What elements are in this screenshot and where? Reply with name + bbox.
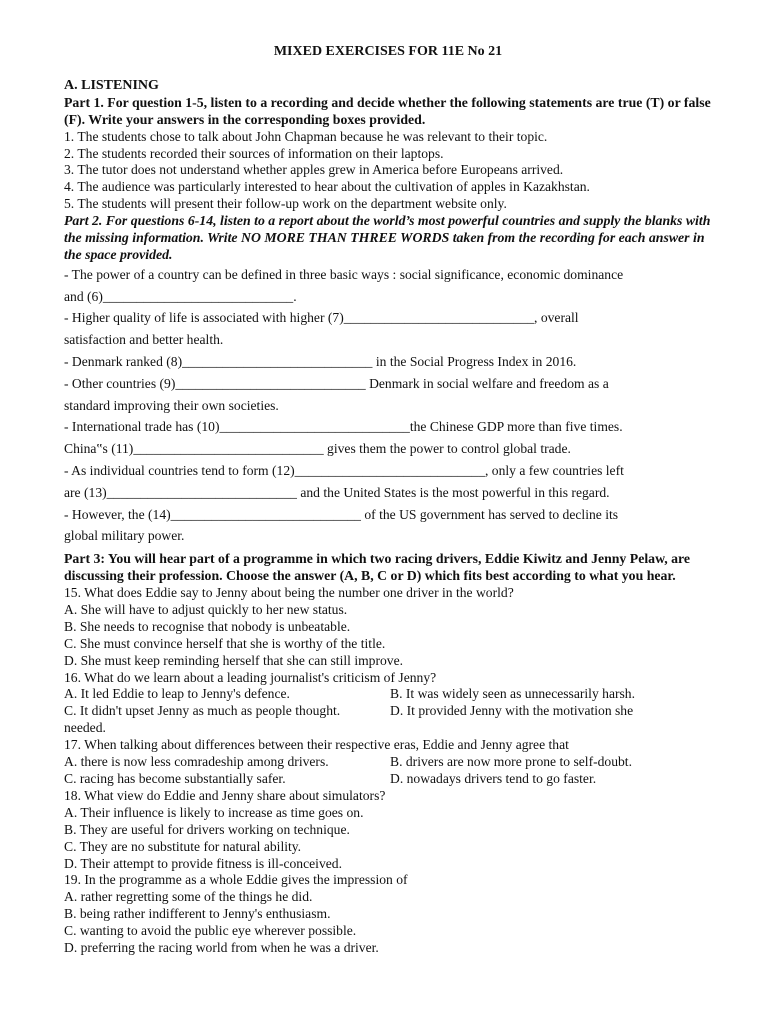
part2-line: satisfaction and better health. (64, 332, 224, 348)
part2-line: - Denmark ranked (8)____________________________ in the Social Progress Index in 2016. (64, 354, 577, 370)
q15-option-a: A. She will have to adjust quickly to her new status. (64, 601, 348, 617)
part2-line: standard improving their own societies. (64, 397, 279, 413)
part1-heading: Part 1. For question 1-5, listen to a recording and decide whether the following statements are true (T) or false (F). Write your answers in the corresponding boxes provided. (64, 94, 711, 127)
question-16: 16. What do we learn about a leading journalist's criticism of Jenny? (64, 669, 437, 685)
q19-option-c: C. wanting to avoid the public eye wherever possible. (64, 923, 357, 939)
part2-line: - However, the (14)____________________________ of the US government has served to decline its (64, 506, 619, 522)
q19-option-d: D. preferring the racing world from when he was a driver. (64, 940, 379, 956)
part1-item: 2. The students recorded their sources of information on their laptops. (64, 145, 444, 161)
part2-line: - Other countries (9)____________________________ Denmark in social welfare and freedom as a (64, 375, 609, 391)
q16-option-a: A. It led Eddie to leap to Jenny's defence. (64, 686, 290, 702)
part2-line: and (6)____________________________. (64, 288, 297, 304)
part2-line: are (13)____________________________ and the United States is the most powerful in this regard. (64, 484, 610, 500)
q18-option-c: C. They are no substitute for natural ability. (64, 838, 302, 854)
q15-option-c: C. She must convince herself that she is worthy of the title. (64, 635, 386, 651)
q18-option-d: D. Their attempt to provide fitness is ill-conceived. (64, 855, 342, 871)
part2-line: - The power of a country can be defined in three basic ways : social significance, economic dominance (64, 266, 624, 282)
q16-option-c: C. It didn't upset Jenny as much as people thought. (64, 703, 341, 719)
part2-line: - Higher quality of life is associated with higher (7)____________________________, overall (64, 310, 579, 326)
q17-option-d: D. nowadays drivers tend to go faster. (390, 771, 597, 787)
q15-option-b: B. She needs to recognise that nobody is unbeatable. (64, 618, 351, 634)
part1-item: 5. The students will present their follow-up work on the department website only. (64, 196, 507, 212)
part2-line: global military power. (64, 528, 185, 544)
q17-option-b: B. drivers are now more prone to self-doubt. (390, 754, 632, 770)
q16-option-b: B. It was widely seen as unnecessarily harsh. (390, 686, 635, 702)
q16-option-d: D. It provided Jenny with the motivation she (390, 703, 634, 719)
part1-item: 4. The audience was particularly interested to hear about the cultivation of apples in Kazakhstan. (64, 179, 590, 195)
q17-row-ab (64, 754, 712, 771)
question-18: 18. What view do Eddie and Jenny share about simulators? (64, 787, 386, 803)
part2-line: - As individual countries tend to form (12)____________________________, only a few countries left (64, 463, 624, 479)
part1-item: 1. The students chose to talk about John Chapman because he was relevant to their topic. (64, 128, 548, 144)
part2-line: - International trade has (10)____________________________the Chinese GDP more than five times. (64, 419, 623, 435)
question-17: 17. When talking about differences between their respective eras, Eddie and Jenny agree that (64, 737, 569, 753)
q19-option-a: A. rather regretting some of the things he did. (64, 889, 313, 905)
part1-item: 3. The tutor does not understand whether apples grew in America before Europeans arrived. (64, 162, 564, 178)
q18-option-a: A. Their influence is likely to increase as time goes on. (64, 804, 364, 820)
q17-row-cd (64, 771, 712, 788)
q15-option-d: D. She must keep reminding herself that she can still improve. (64, 652, 404, 668)
part2-line: China‟s (11)____________________________ gives them the power to control global trade. (64, 441, 571, 457)
q16-option-d-continued: needed. (64, 720, 106, 736)
q17-option-a: A. there is now less comradeship among drivers. (64, 754, 329, 770)
part2-heading: Part 2. For questions 6-14, listen to a report about the world’s most powerful countries and supply the blanks with the missing information. Write NO MORE THAN THREE WORDS taken from the recording for each answer in the space provided. (64, 213, 711, 262)
q16-row-ab (64, 686, 712, 703)
section-heading-listening: A. LISTENING (64, 77, 159, 93)
q16-row-cd (64, 703, 712, 720)
page-title: MIXED EXERCISES FOR 11E No 21 (273, 44, 503, 59)
q19-option-b: B. being rather indifferent to Jenny's enthusiasm. (64, 906, 331, 922)
q17-option-c: C. racing has become substantially safer. (64, 771, 286, 787)
question-15: 15. What does Eddie say to Jenny about being the number one driver in the world? (64, 585, 514, 601)
question-19: 19. In the programme as a whole Eddie gives the impression of (64, 872, 408, 888)
q18-option-b: B. They are useful for drivers working on technique. (64, 821, 350, 837)
part3-heading: Part 3: You will hear part of a programme in which two racing drivers, Eddie Kiwitz and Jenny Pelaw, are discussing their profession. Choose the answer (A, B, C or D) which fits best according to what you hear. (64, 551, 691, 584)
